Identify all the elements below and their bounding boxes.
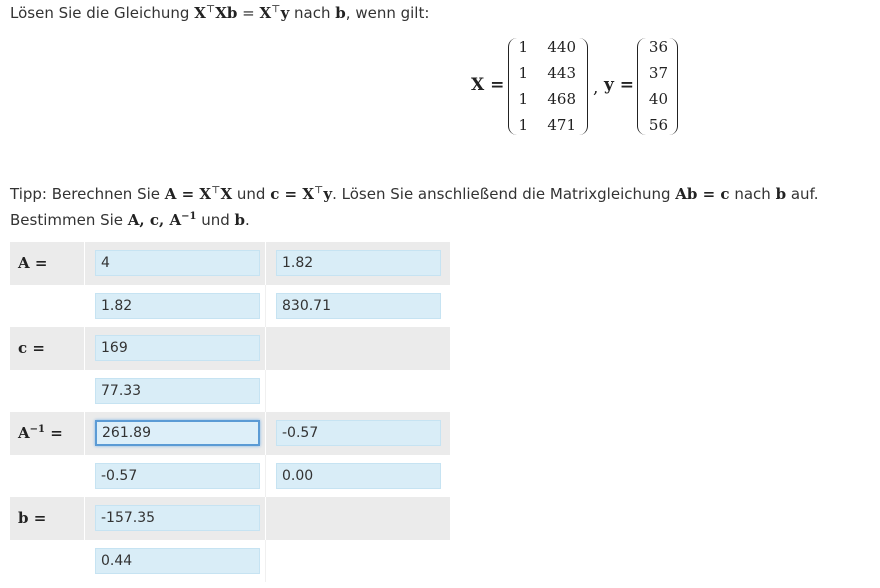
input-Ainv-22[interactable] — [276, 463, 441, 489]
math-transpose: ⊤ — [271, 4, 281, 15]
matrix-X-cell: 468 — [547, 90, 576, 108]
label-A: A = — [18, 254, 48, 273]
cell-empty — [266, 497, 451, 540]
cell-A-21 — [85, 285, 266, 328]
cell-b-2 — [85, 540, 266, 583]
math-c-def: c = X — [270, 185, 314, 203]
vector-y-right-paren — [668, 38, 678, 135]
math-transpose: ⊤ — [314, 185, 324, 196]
math-y: y — [280, 4, 290, 22]
vector-y-label: y = — [604, 75, 635, 95]
vector-y-cell: 40 — [648, 90, 668, 108]
cell-Ainv-12 — [266, 412, 451, 455]
matrix-X-cell: 440 — [547, 38, 576, 56]
input-c-2[interactable] — [95, 378, 260, 404]
cell-c-2 — [85, 370, 266, 413]
input-A-11[interactable] — [95, 250, 260, 276]
hint-text-part: und — [232, 185, 271, 203]
cell-A-22 — [266, 285, 451, 328]
hint-text-part: auf. — [786, 185, 819, 203]
matrix-X-cell: 1 — [518, 64, 528, 82]
cell-c-1 — [85, 327, 266, 370]
math-A-def: A = X — [164, 185, 212, 203]
matrix-X-cell: 1 — [518, 38, 528, 56]
vector-y-cell: 37 — [648, 64, 668, 82]
input-c-1[interactable] — [95, 335, 260, 361]
cell-b-1 — [85, 497, 266, 540]
cell-Ainv-22 — [266, 455, 451, 498]
task-text: Lösen Sie die Gleichung — [10, 4, 195, 22]
math-items: A, c, A — [127, 211, 182, 229]
instruction-text-part: Bestimmen Sie — [10, 211, 128, 229]
cell-A-11 — [85, 242, 266, 285]
hint-text-part: . Lösen Sie anschließend die Matrixgleichung — [332, 185, 676, 203]
math-equals: = — [237, 4, 260, 22]
instruction-text-part: und — [196, 211, 235, 229]
vector-y-cell: 56 — [648, 116, 668, 134]
input-A-12[interactable] — [276, 250, 441, 276]
vector-y-cell: 36 — [648, 38, 668, 56]
math-transpose: ⊤ — [211, 185, 221, 196]
math-Ab-eq: Ab = c — [675, 185, 730, 203]
label-c: c = — [18, 339, 45, 358]
row-A-2 — [10, 285, 450, 328]
input-b-2[interactable] — [95, 548, 260, 574]
cell-Ainv-11 — [85, 412, 266, 455]
input-b-1[interactable] — [95, 505, 260, 531]
math-X: X — [194, 4, 206, 22]
math-b: b — [335, 4, 346, 22]
label-empty — [10, 370, 85, 413]
row-A-1 — [10, 242, 450, 285]
label-empty — [10, 285, 85, 328]
label-empty — [10, 455, 85, 498]
instruction-text — [10, 206, 250, 231]
label-A-inverse-eq: = — [44, 424, 63, 443]
math-X: X — [220, 185, 233, 203]
row-c-1 — [10, 327, 450, 370]
instruction-text-part: . — [245, 211, 250, 229]
matrix-X-label: X = — [471, 75, 505, 95]
math-y: y — [323, 185, 333, 203]
cell-empty — [266, 327, 451, 370]
label-A-inverse-sup: −1 — [29, 424, 45, 436]
label-b: b = — [18, 509, 47, 528]
answer-table — [10, 242, 450, 582]
hint-text — [10, 180, 819, 205]
math-b: b — [775, 185, 787, 203]
cell-empty — [266, 540, 451, 583]
matrix-X-cell: 1 — [518, 90, 528, 108]
math-Xb: Xb — [215, 4, 238, 22]
matrix-X-cell: 443 — [547, 64, 576, 82]
task-statement — [10, 0, 429, 23]
matrix-X-right-paren — [578, 38, 588, 135]
row-b-1 — [10, 497, 450, 540]
row-Ainv-1 — [10, 412, 450, 455]
row-Ainv-2 — [10, 455, 450, 498]
task-text: , wenn gilt: — [345, 4, 430, 22]
input-Ainv-21[interactable] — [95, 463, 260, 489]
cell-A-12 — [266, 242, 451, 285]
row-c-2 — [10, 370, 450, 413]
row-b-2 — [10, 540, 450, 583]
input-Ainv-12[interactable] — [276, 420, 441, 446]
label-A-inverse-base: A — [18, 424, 30, 443]
task-text: nach — [289, 4, 336, 22]
cell-empty — [266, 370, 451, 413]
label-empty — [10, 540, 85, 583]
math-inverse-sup: −1 — [181, 211, 197, 222]
input-Ainv-11[interactable] — [95, 420, 260, 446]
math-X: X — [259, 4, 272, 22]
matrix-X-cell: 1 — [518, 116, 528, 134]
matrix-comma: , — [593, 78, 599, 98]
label-A-inverse — [10, 412, 85, 455]
hint-text-part: nach — [729, 185, 776, 203]
math-b: b — [234, 211, 246, 229]
input-A-21[interactable] — [95, 293, 260, 319]
hint-text-part: Tipp: Berechnen Sie — [10, 185, 165, 203]
matrix-X-cell: 471 — [547, 116, 576, 134]
input-A-22[interactable] — [276, 293, 441, 319]
math-transpose: ⊤ — [205, 4, 216, 15]
cell-Ainv-21 — [85, 455, 266, 498]
